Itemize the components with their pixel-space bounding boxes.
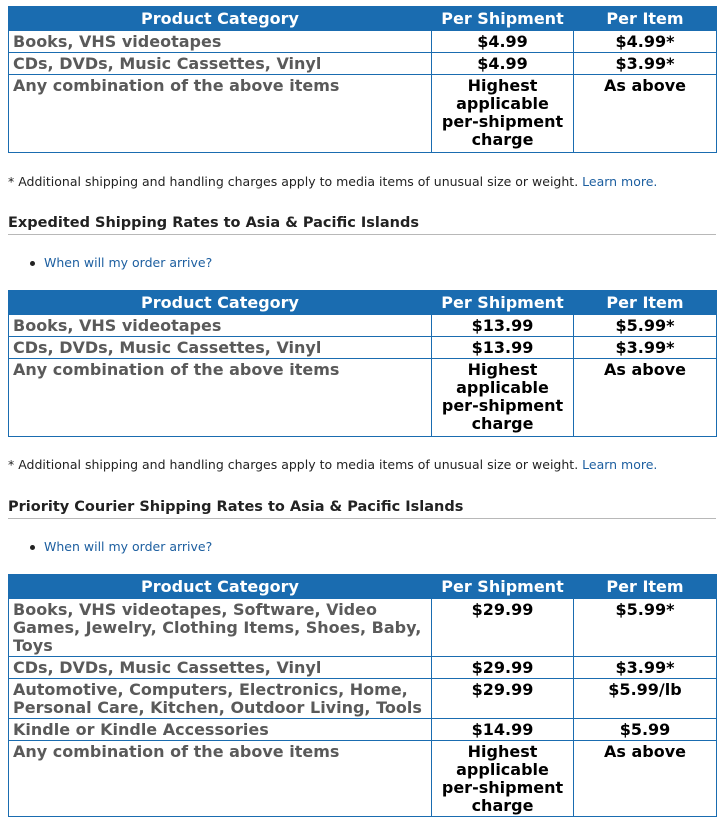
section-title: Priority Courier Shipping Rates to Asia & Pacific Islands: [8, 499, 716, 519]
per-item-cell: As above: [574, 359, 717, 437]
section-title: Expedited Shipping Rates to Asia & Pacific Islands: [8, 215, 716, 235]
bullet-icon: [30, 545, 35, 550]
category-cell: Books, VHS videotapes: [9, 315, 432, 337]
category-cell: CDs, DVDs, Music Cassettes, Vinyl: [9, 53, 432, 75]
column-header-per-item: Per Item: [574, 575, 717, 599]
category-cell: Books, VHS videotapes: [9, 31, 432, 53]
per-shipment-cell: Highest applicable per-shipment charge: [432, 359, 574, 437]
table-header-row: [9, 7, 717, 31]
category-cell: Any combination of the above items: [9, 75, 432, 153]
per-shipment-cell: Highest applicable per-shipment charge: [432, 75, 574, 153]
category-cell: Books, VHS videotapes, Software, Video Games, Jewelry, Clothing Items, Shoes, Baby, Toys: [9, 599, 432, 657]
table-row: [9, 359, 717, 437]
per-shipment-cell: $4.99: [432, 31, 574, 53]
column-header-category: Product Category: [9, 291, 432, 315]
per-shipment-cell: Highest applicable per-shipment charge: [432, 741, 574, 817]
bullet-list-item: [30, 255, 212, 270]
table-row: [9, 719, 717, 741]
order-arrival-link[interactable]: When will my order arrive?: [44, 255, 213, 270]
per-shipment-cell: $4.99: [432, 53, 574, 75]
category-cell: Any combination of the above items: [9, 359, 432, 437]
per-item-cell: $4.99*: [574, 31, 717, 53]
order-arrival-link[interactable]: When will my order arrive?: [44, 539, 213, 554]
category-cell: CDs, DVDs, Music Cassettes, Vinyl: [9, 657, 432, 679]
column-header-category: Product Category: [9, 7, 432, 31]
table-row: [9, 315, 717, 337]
table-row: [9, 599, 717, 657]
per-shipment-cell: $29.99: [432, 679, 574, 719]
footnote-text: * Additional shipping and handling charges apply to media items of unusual size or weight.: [8, 174, 583, 189]
priority-courier-rates-table: [8, 574, 717, 817]
expedited-rates-table: [8, 290, 717, 437]
bullet-list-item: [30, 539, 212, 554]
per-shipment-cell: $13.99: [432, 315, 574, 337]
per-shipment-cell: $13.99: [432, 337, 574, 359]
column-header-per-item: Per Item: [574, 291, 717, 315]
per-item-cell: $5.99/lb: [574, 679, 717, 719]
per-item-cell: $3.99*: [574, 657, 717, 679]
table-row: [9, 53, 717, 75]
per-item-cell: $3.99*: [574, 53, 717, 75]
footnote-text: * Additional shipping and handling charges apply to media items of unusual size or weight.: [8, 457, 583, 472]
table-row: [9, 657, 717, 679]
footnote: [8, 174, 716, 189]
per-shipment-cell: $29.99: [432, 599, 574, 657]
column-header-category: Product Category: [9, 575, 432, 599]
category-cell: Automotive, Computers, Electronics, Home, Personal Care, Kitchen, Outdoor Living, Tools: [9, 679, 432, 719]
category-cell: Any combination of the above items: [9, 741, 432, 817]
table-row: [9, 75, 717, 153]
column-header-per-item: Per Item: [574, 7, 717, 31]
bullet-icon: [30, 261, 35, 266]
per-item-cell: $3.99*: [574, 337, 717, 359]
per-item-cell: $5.99*: [574, 599, 717, 657]
table-header-row: [9, 575, 717, 599]
table-header-row: [9, 291, 717, 315]
column-header-per-shipment: Per Shipment: [432, 575, 574, 599]
column-header-per-shipment: Per Shipment: [432, 291, 574, 315]
per-shipment-cell: $29.99: [432, 657, 574, 679]
category-cell: CDs, DVDs, Music Cassettes, Vinyl: [9, 337, 432, 359]
per-item-cell: $5.99*: [574, 315, 717, 337]
table-row: [9, 679, 717, 719]
learn-more-link[interactable]: Learn more.: [582, 174, 658, 189]
footnote: [8, 457, 716, 472]
per-item-cell: $5.99: [574, 719, 717, 741]
standard-rates-table: [8, 6, 717, 153]
column-header-per-shipment: Per Shipment: [432, 7, 574, 31]
learn-more-link[interactable]: Learn more.: [582, 457, 658, 472]
table-row: [9, 337, 717, 359]
table-row: [9, 741, 717, 817]
category-cell: Kindle or Kindle Accessories: [9, 719, 432, 741]
table-row: [9, 31, 717, 53]
per-item-cell: As above: [574, 75, 717, 153]
per-item-cell: As above: [574, 741, 717, 817]
per-shipment-cell: $14.99: [432, 719, 574, 741]
